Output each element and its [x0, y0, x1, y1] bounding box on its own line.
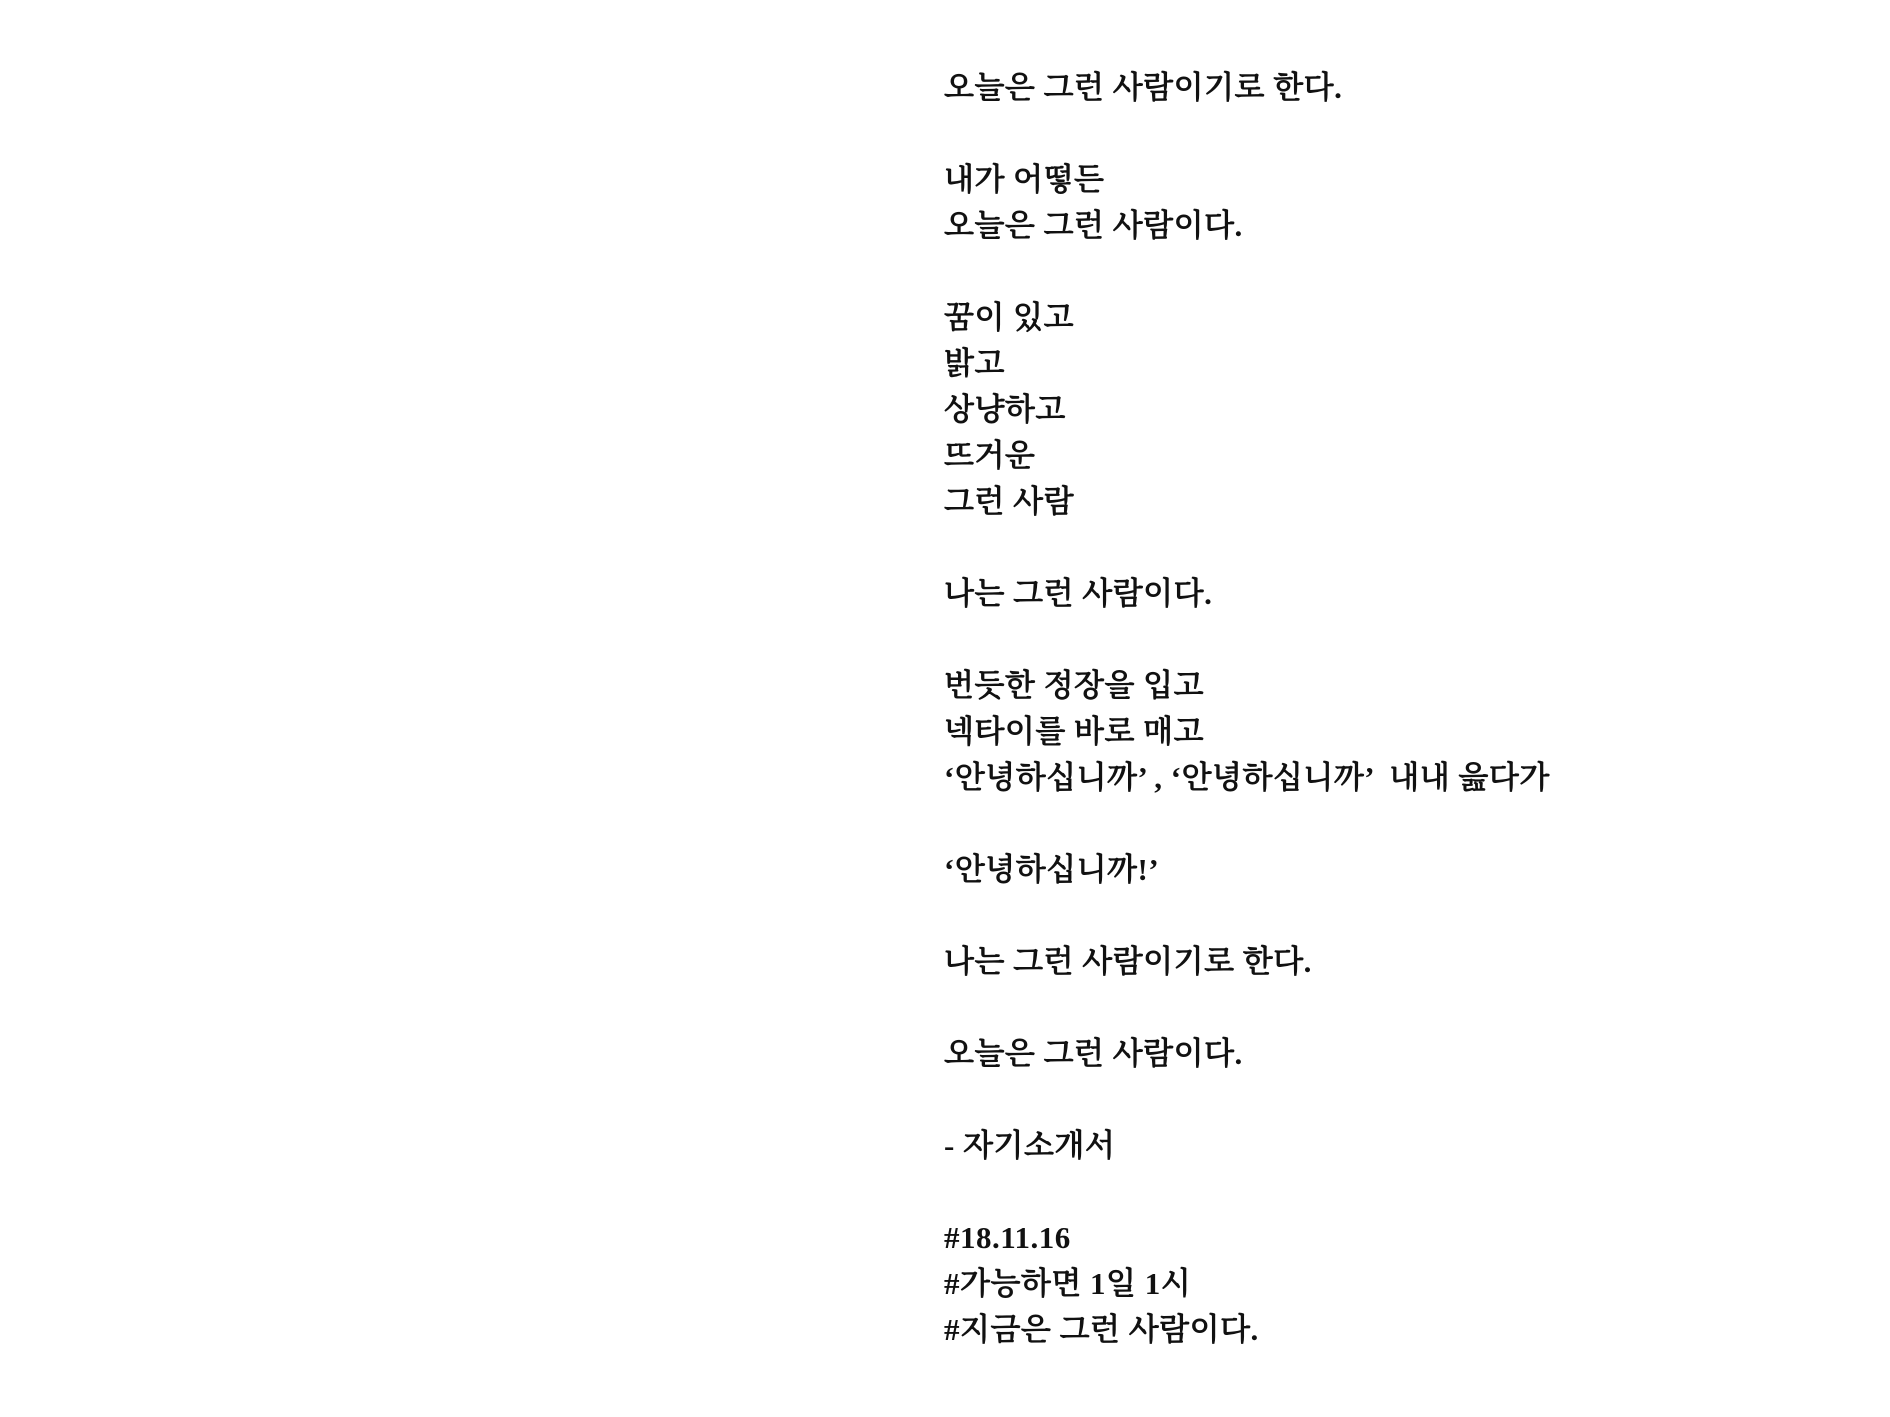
- poem-line: 밝고: [944, 346, 1005, 381]
- poem-line: 넥타이를 바로 매고: [944, 714, 1205, 749]
- poem-line: 꿈이 있고: [944, 300, 1075, 335]
- poem-line: ‘안녕하십니까!’: [944, 852, 1160, 887]
- stanza: [944, 1215, 1550, 1353]
- stanza: [944, 571, 1550, 617]
- poem-line: 나는 그런 사람이기로 한다.: [944, 944, 1312, 979]
- poem-line: 그런 사람: [944, 484, 1075, 519]
- poem-line: 뜨거운: [944, 438, 1036, 473]
- stanza: [944, 939, 1550, 985]
- poem-line: ‘안녕하십니까’ , ‘안녕하십니까’ 내내 읊다가: [944, 760, 1550, 795]
- poem-line: 나는 그런 사람이다.: [944, 576, 1213, 611]
- poem-line: 오늘은 그런 사람이다.: [944, 208, 1243, 243]
- poem-text: [944, 65, 1550, 1353]
- poem-line: 오늘은 그런 사람이다.: [944, 1036, 1243, 1071]
- poem-line: 상냥하고: [944, 392, 1066, 427]
- stanza: [944, 847, 1550, 893]
- stanza: [944, 65, 1550, 111]
- stanza: [944, 295, 1550, 525]
- stanza: [944, 157, 1550, 249]
- poem-line: #18.11.16: [944, 1220, 1071, 1255]
- poem-line: - 자기소개서: [944, 1128, 1116, 1163]
- poem-line: 번듯한 정장을 입고: [944, 668, 1205, 703]
- stanza: [944, 1123, 1550, 1169]
- stanza: [944, 1031, 1550, 1077]
- poem-line: #지금은 그런 사람이다.: [944, 1312, 1259, 1347]
- poem-line: 오늘은 그런 사람이기로 한다.: [944, 70, 1343, 105]
- poem-line: 내가 어떻든: [944, 162, 1105, 197]
- stanza: [944, 663, 1550, 801]
- poem-line: #가능하면 1일 1시: [944, 1266, 1192, 1301]
